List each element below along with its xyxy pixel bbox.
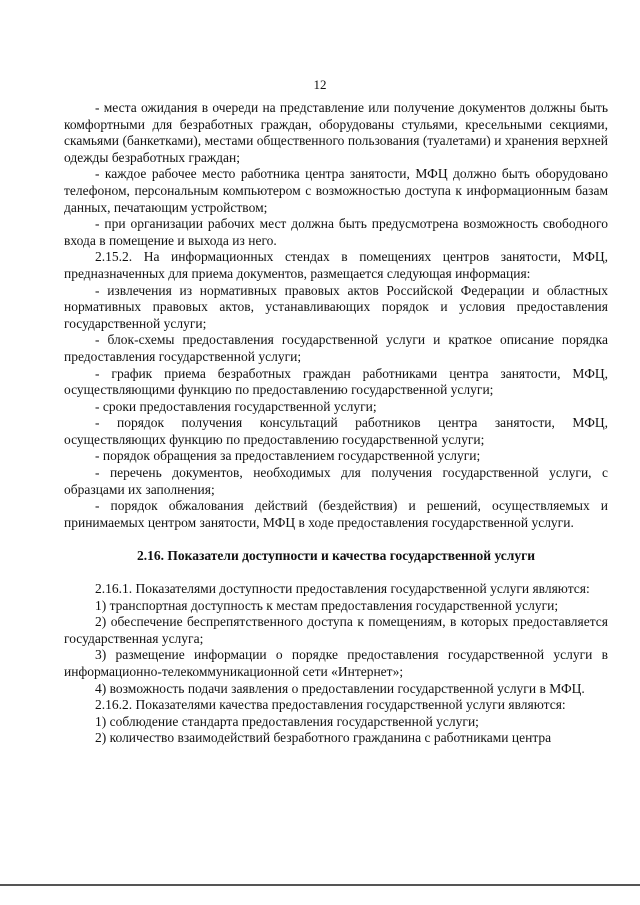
list-item-transport-access: 1) транспортная доступность к местам предоставления государственной услуги;	[95, 597, 559, 613]
clause-2-16-2: 2.16.2. Показателями качества предоставления государственной услуги являются:	[95, 697, 566, 713]
list-item-deadlines: - сроки предоставления государственной услуги;	[95, 398, 377, 414]
list-item-waiting-areas: - места ожидания в очереди на представление или получение документов должны быть комфортными для безработных граждан, оборудованы стульями, кресельными секциями, скамьями (банкетками), местами общественного пользования (туалетами) и хранения верхней одежды безработных граждан;	[64, 100, 608, 165]
clause-2-15-2: 2.15.2. На информационных стендах в помещениях центров занятости, МФЦ, предназначенных для приема документов, размещается следующая информация:	[64, 249, 608, 281]
list-item-flowcharts: - блок-схемы предоставления государственной услуги и краткое описание порядка предоставления государственной услуги;	[64, 332, 608, 364]
list-item-mfc-application: 4) возможность подачи заявления о предоставлении государственной услуги в МФЦ.	[95, 680, 585, 696]
list-item-schedule: - график приема безработных граждан работниками центра занятости, МФЦ, осуществляющими функцию по предоставлению государственной услуги;	[64, 365, 608, 398]
list-item-standard-compliance: 1) соблюдение стандарта предоставления государственной услуги;	[95, 713, 479, 729]
list-item-consultations: - порядок получения консультаций работников центра занятости, МФЦ, осуществляющих функцию по предоставлению государственной услуги;	[64, 415, 608, 447]
list-item-documents-list: - перечень документов, необходимых для получения государственной услуги, с образцами их заполнения;	[64, 465, 608, 497]
section-heading: 2.16. Показатели доступности и качества государственной услуги	[137, 548, 535, 564]
list-item-application-procedure: - порядок обращения за предоставлением государственной услуги;	[95, 448, 481, 464]
list-item-free-access: - при организации рабочих мест должна быть предусмотрена возможность свободного входа в помещение и выхода из него.	[64, 216, 608, 248]
list-item-interactions-count: 2) количество взаимодействий безработного гражданина с работниками центра	[95, 730, 552, 746]
list-item-internet-info: 3) размещение информации о порядке предоставления государственной услуги в информационно-телекоммуникационной сети «Интернет»;	[64, 647, 608, 679]
list-item-unobstructed-access: 2) обеспечение беспрепятственного доступа к помещениям, в которых предоставляется государственная услуга;	[64, 614, 608, 646]
list-item-workplace-equipment: - каждое рабочее место работника центра занятости, МФЦ должно быть оборудовано телефоном, персональным компьютером с возможностью доступа к информационным базам данных, печатающим устройством;	[64, 166, 608, 215]
document-body	[64, 100, 608, 747]
list-item-legal-extracts: - извлечения из нормативных правовых актов Российской Федерации и областных нормативных правовых актов, устанавливающих порядок и условия предоставления государственной услуги;	[64, 282, 608, 331]
list-item-appeal-procedure: - порядок обжалования действий (бездействия) и решений, осуществляемых и принимаемых центром занятости, МФЦ в ходе предоставления государственной услуги.	[64, 498, 608, 530]
clause-2-16-1: 2.16.1. Показателями доступности предоставления государственной услуги являются:	[95, 581, 590, 597]
scan-bottom-edge	[0, 884, 640, 886]
page-number: 12	[313, 77, 327, 92]
